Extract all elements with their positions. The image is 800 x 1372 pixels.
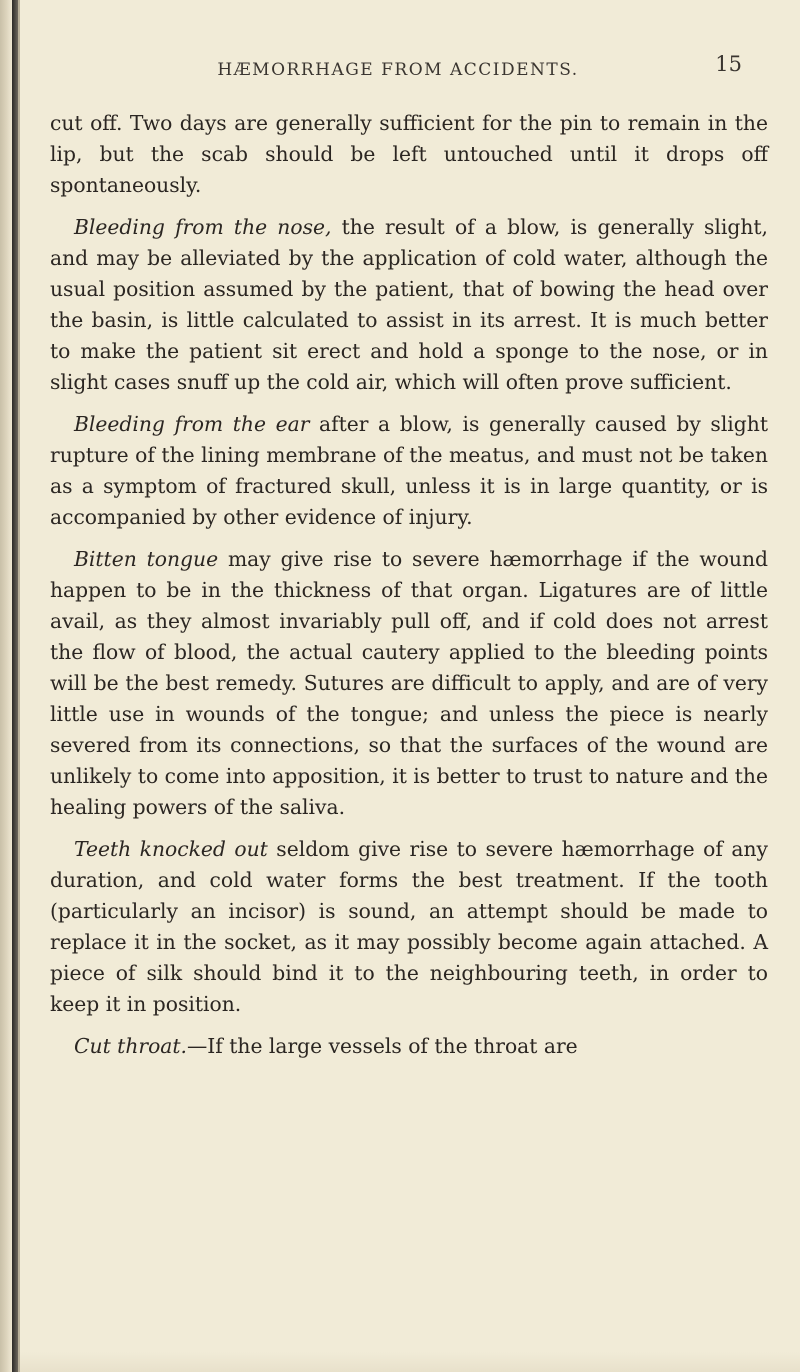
paragraph-heading-italic: Cut throat. [74,1034,187,1058]
paragraph-bitten-tongue [50,544,768,823]
paragraph-text: —If the large vessels of the throat are [186,1034,578,1058]
running-head: HÆMORRHAGE FROM ACCIDENTS. [217,60,579,80]
paragraph-nose-bleeding [50,212,768,398]
paragraph-text: may give rise to severe hæmorrhage if the wound happen to be in the thickness of that organ. Ligatures are of little avail, as they almost invariably pull off, and if cold does not arrest the flow of blood, the actual cautery applied to the bleeding points will be the best remedy. Sutures are difficult to apply, and are of very little use in wounds of the tongue; and unless the piece is nearly severed from its connections, so that the surfaces of the wound are unlikely to come into apposition, it is better to trust to nature and the healing powers of the saliva. [50,547,769,819]
paragraph-text: the result of a blow, is generally slight, and may be alleviated by the application of cold water, although the usual position assumed by the patient, that of bowing the head over the basin, is little calculated to assist in its arrest. It is much better to make the patient sit erect and hold a sponge to the nose, or in slight cases snuff up the cold air, which will often prove sufficient. [50,215,768,394]
paragraph-ear-bleeding [50,409,768,533]
paragraph-text: after a blow, is generally caused by slight rupture of the lining membrane of the meatus, and must not be taken as a symptom of fractured skull, unless it is in large quantity, or is accompanied by other evidence of injury. [50,412,768,529]
paragraph-heading-italic: Bleeding from the nose, [74,215,332,239]
paragraph-heading-italic: Bitten tongue [74,547,219,571]
body-text [50,108,768,1062]
page-bottom-shadow [20,1352,800,1372]
book-gutter [0,0,12,1372]
paragraph-text: seldom give rise to severe hæmorrhage of any duration, and cold water forms the best treatment. If the tooth (particularly an incisor) is sound, an attempt should be made to replace it in the socket, as it may possibly become again attached. A piece of silk should bind it to the neighbouring teeth, in order to keep it in position. [50,837,768,1016]
paragraph-teeth-knocked-out [50,834,768,1020]
book-page [28,46,768,1062]
binding-edge-inner [18,0,20,1372]
page-header [28,46,768,90]
page-number: 15 [715,52,742,76]
paragraph-cut-throat [50,1031,768,1062]
paragraph-heading-italic: Teeth knocked out [74,837,268,861]
paragraph-continuation [50,108,768,201]
paragraph-text: cut off. Two days are generally sufficient for the pin to remain in the lip, but the scab should be left untouched until it drops off spontaneously. [50,111,768,197]
paragraph-heading-italic: Bleeding from the ear [74,412,310,436]
